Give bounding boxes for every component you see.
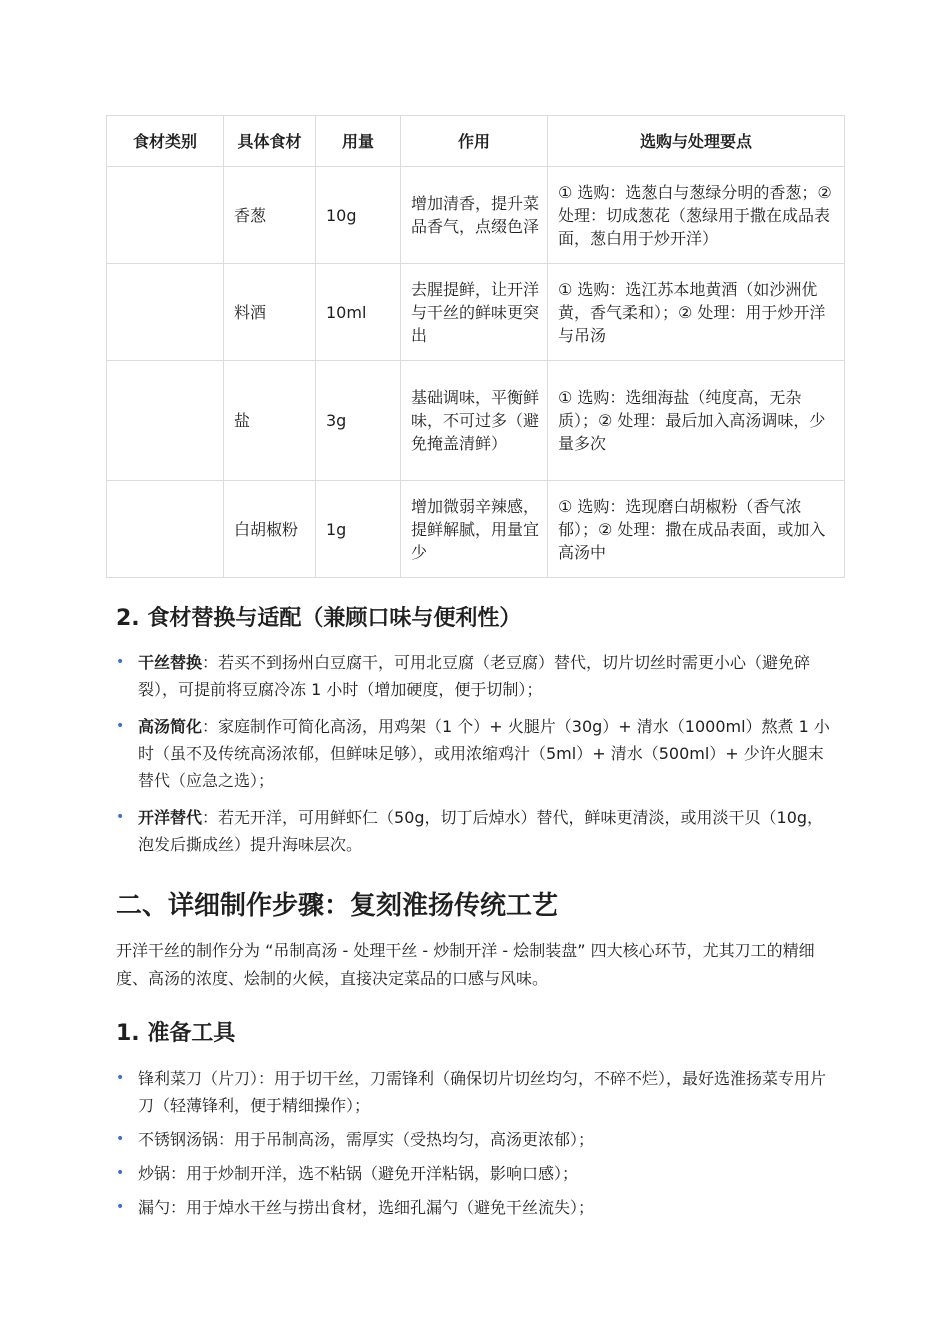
chapter-heading-steps: 二、详细制作步骤：复刻淮扬传统工艺 bbox=[116, 891, 559, 921]
list-item bbox=[116, 1194, 836, 1221]
list-item bbox=[116, 713, 836, 794]
list-item-text: ：若无开洋，可用鲜虾仁（50g，切丁后焯水）替代，鲜味更清淡，或用淡干贝（10g，泡发后撕成丝）提升海味层次。 bbox=[138, 808, 824, 854]
bullet-icon: • bbox=[116, 654, 125, 670]
bullet-icon: • bbox=[116, 1165, 125, 1181]
cell-tips: ① 选购：选现磨白胡椒粉（香气浓郁）；② 处理：撒在成品表面，或加入高汤中 bbox=[548, 481, 845, 578]
list-item-label: 开洋替代 bbox=[138, 808, 203, 827]
bullet-icon: • bbox=[116, 718, 125, 734]
cell-category bbox=[107, 167, 224, 264]
bullet-icon: • bbox=[116, 809, 125, 825]
list-item-text: 漏勺：用于焯水干丝与捞出食材，选细孔漏勺（避免干丝流失）； bbox=[138, 1198, 595, 1217]
cell-role: 基础调味，平衡鲜味，不可过多（避免掩盖清鲜） bbox=[401, 361, 548, 481]
tools-list bbox=[116, 1065, 836, 1221]
chapter-intro-paragraph: 开洋干丝的制作分为 “吊制高汤 - 处理干丝 - 炒制开洋 - 烩制装盘” 四大核心环节，尤其刀工的精细度、高汤的浓度、烩制的火候，直接决定菜品的口感与风味。 bbox=[116, 941, 815, 988]
list-item-text: 锋利菜刀（片刀）：用于切干丝，刀需锋利（确保切片切丝均匀，不碎不烂），最好选淮扬菜专用片刀（轻薄锋利，便于精细操作）； bbox=[138, 1069, 827, 1115]
bullet-icon: • bbox=[116, 1199, 125, 1215]
section-heading-tools: 1. 准备工具 bbox=[116, 1021, 236, 1046]
cell-tips: ① 选购：选江苏本地黄酒（如沙洲优黄，香气柔和）；② 处理：用于炒开洋与吊汤 bbox=[548, 264, 845, 361]
header-amount: 用量 bbox=[316, 116, 401, 167]
cell-item: 白胡椒粉 bbox=[224, 481, 316, 578]
header-tips: 选购与处理要点 bbox=[548, 116, 845, 167]
cell-amount: 3g bbox=[316, 361, 401, 481]
cell-tips: ① 选购：选细海盐（纯度高，无杂质）；② 处理：最后加入高汤调味，少量多次 bbox=[548, 361, 845, 481]
cell-role: 增加微弱辛辣感，提鲜解腻，用量宜少 bbox=[401, 481, 548, 578]
list-item-label: 高汤简化 bbox=[138, 717, 203, 736]
cell-amount: 1g bbox=[316, 481, 401, 578]
list-item-text: 炒锅：用于炒制开洋，选不粘锅（避免开洋粘锅，影响口感）； bbox=[138, 1164, 579, 1183]
section-heading-substitution: 2. 食材替换与适配（兼顾口味与便利性） bbox=[116, 606, 522, 631]
bullet-icon: • bbox=[116, 1131, 125, 1147]
cell-role: 增加清香，提升菜品香气，点缀色泽 bbox=[401, 167, 548, 264]
header-role: 作用 bbox=[401, 116, 548, 167]
table-row bbox=[107, 264, 845, 361]
list-item-text: 不锈钢汤锅：用于吊制高汤，需厚实（受热均匀，高汤更浓郁）； bbox=[138, 1130, 595, 1149]
list-item-text: ：家庭制作可简化高汤，用鸡架（1 个）+ 火腿片（30g）+ 清水（1000ml）熬煮 1 小时（虽不及传统高汤浓郁，但鲜味足够），或用浓缩鸡汁（5ml）+ 清水（500ml）+ 少许火腿末替代（应急之选）； bbox=[138, 717, 830, 790]
cell-item: 料酒 bbox=[224, 264, 316, 361]
cell-item: 盐 bbox=[224, 361, 316, 481]
table-header-row bbox=[107, 116, 845, 167]
table-row bbox=[107, 481, 845, 578]
list-item bbox=[116, 804, 836, 858]
cell-tips: ① 选购：选葱白与葱绿分明的香葱；② 处理：切成葱花（葱绿用于撒在成品表面，葱白用于炒开洋） bbox=[548, 167, 845, 264]
cell-category bbox=[107, 361, 224, 481]
header-item: 具体食材 bbox=[224, 116, 316, 167]
cell-amount: 10g bbox=[316, 167, 401, 264]
table-row bbox=[107, 361, 845, 481]
cell-role: 去腥提鲜，让开洋与干丝的鲜味更突出 bbox=[401, 264, 548, 361]
list-item bbox=[116, 1160, 836, 1187]
list-item bbox=[116, 649, 836, 703]
cell-category bbox=[107, 264, 224, 361]
list-item-text: ：若买不到扬州白豆腐干，可用北豆腐（老豆腐）替代，切片切丝时需更小心（避免碎裂），可提前将豆腐冷冻 1 小时（增加硬度，便于切制）； bbox=[138, 653, 811, 699]
table-row bbox=[107, 167, 845, 264]
cell-category bbox=[107, 481, 224, 578]
cell-amount: 10ml bbox=[316, 264, 401, 361]
header-category: 食材类别 bbox=[107, 116, 224, 167]
list-item-label: 干丝替换 bbox=[138, 653, 203, 672]
bullet-icon: • bbox=[116, 1070, 125, 1086]
substitution-list bbox=[116, 649, 836, 858]
list-item bbox=[116, 1126, 836, 1153]
ingredient-table bbox=[106, 115, 845, 578]
cell-item: 香葱 bbox=[224, 167, 316, 264]
list-item bbox=[116, 1065, 836, 1119]
